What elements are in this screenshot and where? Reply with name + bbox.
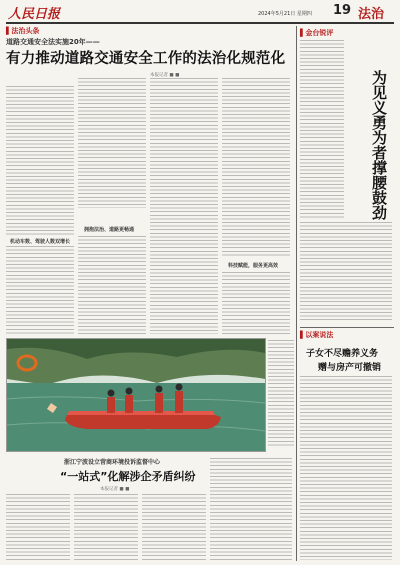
sidebar-title: 为见义勇为者撑腰鼓劲 bbox=[370, 70, 388, 220]
body-text-col1b bbox=[6, 246, 74, 334]
kicker-text: 法治头条 bbox=[11, 27, 40, 35]
main-headline: 有力推动道路交通安全工作的法治化规范化 bbox=[6, 51, 286, 67]
masthead-rule bbox=[6, 22, 394, 24]
main-byline: 本报记者 ■ ■ bbox=[150, 73, 180, 78]
bottom-headline: “一站式”化解涉企矛盾纠纷 bbox=[60, 470, 196, 483]
main-subtitle: 道路交通安全法实施20年—— bbox=[6, 38, 100, 46]
square-bullet-icon: ▌ bbox=[300, 29, 306, 37]
bottom-subtitle: 浙江宁波设立营商环境投诉监督中心 bbox=[64, 459, 161, 466]
sidebar-text-a bbox=[300, 40, 344, 220]
photo-caption bbox=[268, 340, 294, 448]
sidebar-column-label bbox=[300, 28, 333, 38]
case-rule bbox=[300, 327, 394, 328]
kicker-label bbox=[6, 26, 39, 36]
subhead-2: 拥抱法治、道路更畅通 bbox=[84, 227, 135, 233]
sidebar-column-label-text: 金台锐评 bbox=[305, 29, 334, 37]
bottom-text-col4 bbox=[210, 458, 292, 560]
sidebar-divider bbox=[296, 26, 297, 561]
sidebar-text-b bbox=[300, 222, 392, 322]
newspaper-logo: 人民日报 bbox=[8, 7, 61, 22]
body-text-col2b bbox=[78, 236, 146, 334]
square-bullet-icon: ▌ bbox=[6, 27, 12, 35]
subhead-1: 机动车数、驾驶人数双增长 bbox=[10, 239, 71, 245]
rescue-boat-scene-image bbox=[7, 339, 265, 451]
bottom-text-col2 bbox=[74, 494, 138, 560]
case-title-line2: 赠与房产可撤销 bbox=[318, 363, 382, 373]
case-title-line1: 子女不尽赡养义务 bbox=[306, 349, 379, 359]
section-name: 法治 bbox=[358, 7, 385, 22]
body-text-col4b bbox=[222, 272, 290, 334]
body-text-col2 bbox=[78, 78, 146, 208]
bottom-text-col3 bbox=[142, 494, 206, 560]
subhead-3: 科技赋能，服务更高效 bbox=[228, 263, 279, 269]
square-bullet-icon: ▌ bbox=[300, 331, 306, 339]
bottom-text-col1 bbox=[6, 494, 70, 560]
case-text bbox=[300, 376, 392, 560]
body-text-col3 bbox=[150, 78, 218, 334]
page-number: 19 bbox=[333, 3, 352, 18]
body-text-col1 bbox=[6, 86, 74, 236]
case-label bbox=[300, 330, 333, 340]
body-text-col4 bbox=[222, 78, 290, 258]
bottom-byline: 本报记者 ■ ■ bbox=[100, 487, 130, 492]
date-line: 2024年5月21日 星期四 bbox=[258, 11, 312, 17]
news-photo bbox=[6, 338, 266, 452]
case-label-text: 以案说法 bbox=[305, 331, 334, 339]
